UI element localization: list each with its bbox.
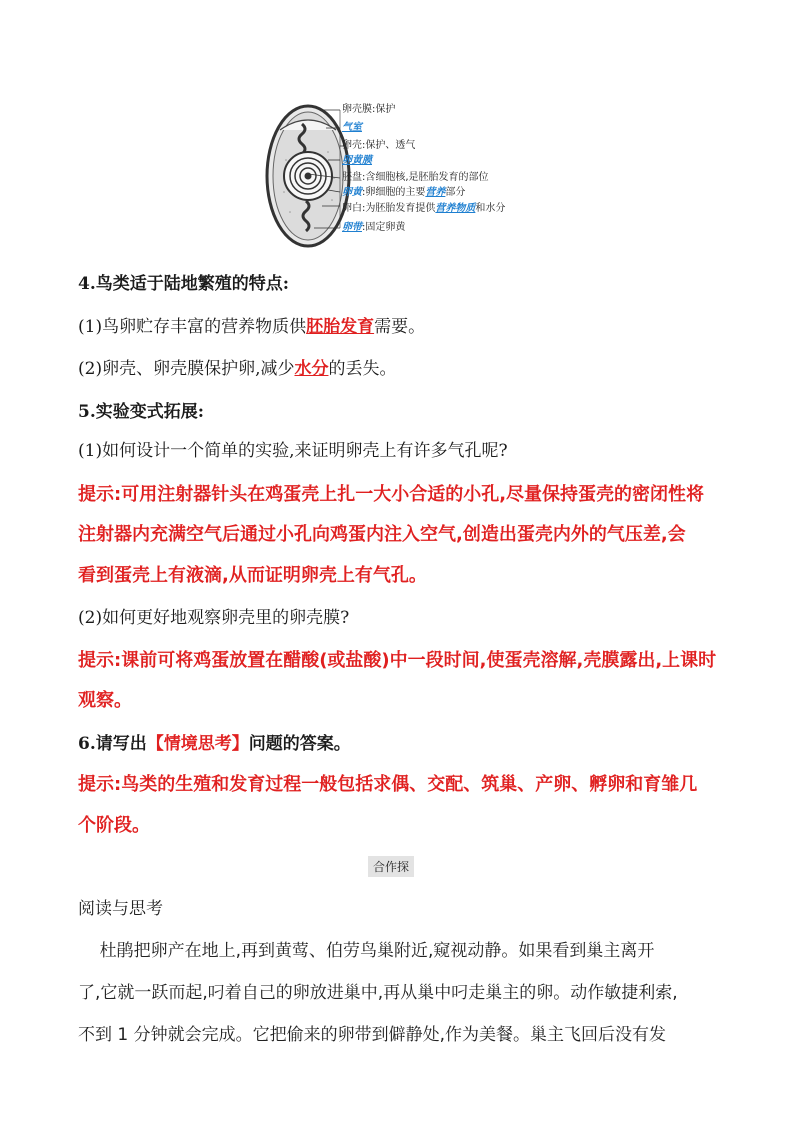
hint1-line2: 注射器内充满空气后通过小孔向鸡蛋内注入空气,创造出蛋壳内外的气压差,会 bbox=[78, 524, 686, 545]
figure-label-air-cell: 气室 bbox=[342, 122, 362, 133]
section5-heading: 5.实验变式拓展: bbox=[78, 402, 205, 422]
section4-heading: 4.鸟类适于陆地繁殖的特点: bbox=[78, 274, 290, 294]
reading-line1: 杜鹃把卵产在地上,再到黄莺、伯劳鸟巢附近,窥视动静。如果看到巢主离开 bbox=[78, 941, 655, 961]
figure-label-chalaza: 卵带:固定卵黄 bbox=[342, 222, 406, 233]
section5-question1: (1)如何设计一个简单的实验,来证明卵壳上有许多气孔呢? bbox=[78, 441, 508, 461]
section5-question2: (2)如何更好地观察卵壳里的卵壳膜? bbox=[78, 608, 350, 628]
reading-line3: 不到 1 分钟就会完成。它把偷来的卵带到僻静处,作为美餐。巢主飞回后没有发 bbox=[78, 1025, 667, 1045]
hint3-line1: 提示:鸟类的生殖和发育过程一般包括求偶、交配、筑巢、产卵、孵卵和育雏几 bbox=[78, 774, 698, 795]
figure-label-germinal-disc: 胚盘:含细胞核,是胚胎发育的部位 bbox=[342, 172, 489, 183]
section4-item1: (1)鸟卵贮存丰富的营养物质供胚胎发育需要。 bbox=[78, 317, 426, 337]
figure-label-yolk-membrane: 卵黄膜 bbox=[342, 155, 372, 166]
figure-label-membrane: 卵壳膜:保护 bbox=[342, 104, 396, 115]
egg-structure-figure bbox=[262, 100, 552, 250]
answer-embryo-development: 胚胎发育 bbox=[306, 317, 375, 337]
hint2-line2: 观察。 bbox=[78, 690, 132, 711]
hint1-line1: 提示:可用注射器针头在鸡蛋壳上扎一大小合适的小孔,尽量保持蛋壳的密闭性将 bbox=[78, 484, 705, 505]
answer-water: 水分 bbox=[294, 359, 329, 379]
section-badge: 合作探 bbox=[368, 856, 414, 877]
section6-heading: 6.请写出【情境思考】问题的答案。 bbox=[78, 734, 351, 754]
hint1-line3: 看到蛋壳上有液滴,从而证明卵壳上有气孔。 bbox=[78, 565, 427, 586]
hint3-line2: 个阶段。 bbox=[78, 815, 150, 836]
reading-line2: 了,它就一跃而起,叼着自己的卵放进巢中,再从巢中叼走巢主的卵。动作敏捷利索, bbox=[78, 983, 678, 1003]
figure-label-yolk: 卵黄:卵细胞的主要营养部分 bbox=[342, 187, 466, 198]
figure-label-white: 卵白:为胚胎发育提供营养物质和水分 bbox=[342, 203, 506, 214]
hint2-line1: 提示:课前可将鸡蛋放置在醋酸(或盐酸)中一段时间,使蛋壳溶解,壳膜露出,上课时 bbox=[78, 650, 717, 671]
figure-label-shell: 卵壳:保护、透气 bbox=[342, 140, 416, 151]
reading-title: 阅读与思考 bbox=[78, 899, 163, 919]
section4-item2: (2)卵壳、卵壳膜保护卵,减少水分的丢失。 bbox=[78, 359, 397, 379]
